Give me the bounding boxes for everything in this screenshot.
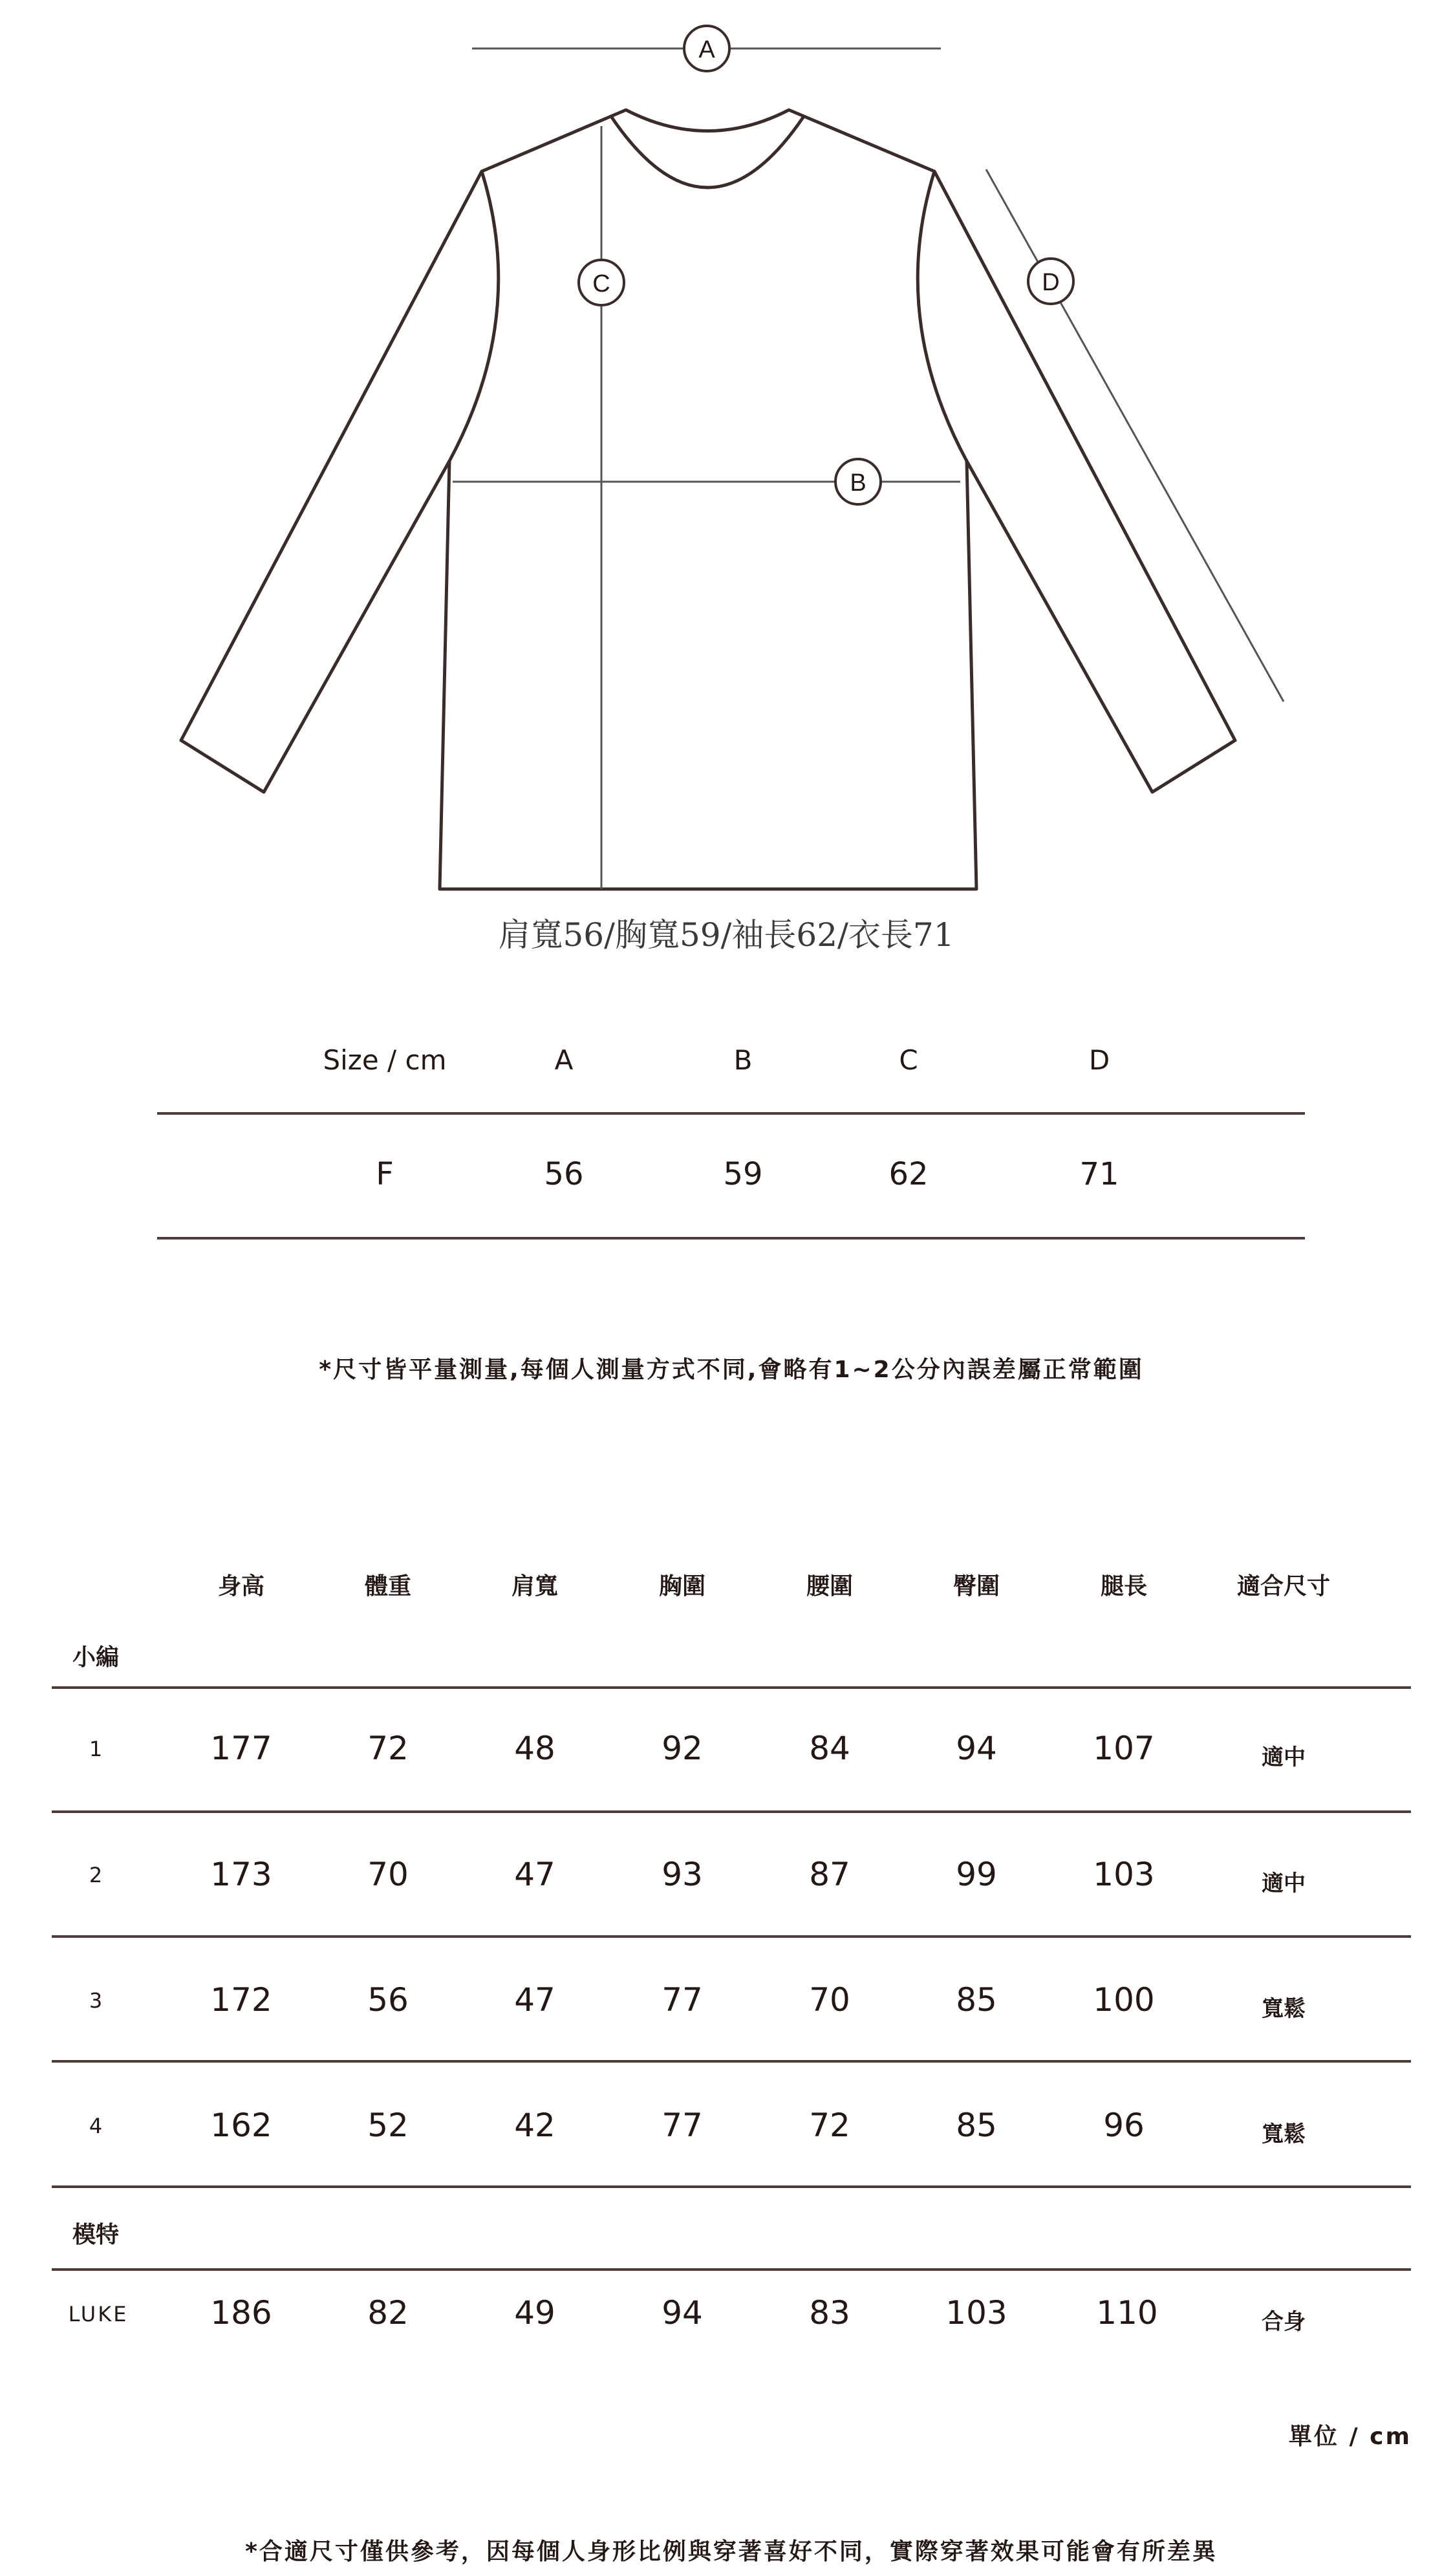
cell-hip: 85 xyxy=(956,1981,997,2019)
cell-fit: 適中 xyxy=(1262,1744,1306,1770)
cell-hip: 94 xyxy=(956,1730,997,1767)
left-armhole xyxy=(449,171,499,461)
header-weight: 體重 xyxy=(364,1573,412,1600)
cell-leg: 100 xyxy=(1093,1981,1155,2019)
size-table-bottom-line xyxy=(157,1237,1305,1240)
row-divider xyxy=(52,1810,1411,1813)
row-id: 4 xyxy=(89,2114,103,2138)
row-id: 3 xyxy=(89,1988,103,2013)
cell-weight: 52 xyxy=(367,2107,409,2144)
cell-height: 177 xyxy=(210,1730,272,1767)
row-id: LUKE xyxy=(68,2302,129,2326)
row-id: 1 xyxy=(89,1737,103,1761)
cell-leg: 96 xyxy=(1103,2107,1145,2144)
cell-leg: 103 xyxy=(1093,1856,1155,1893)
size-table-divider xyxy=(157,1112,1305,1115)
right-armhole xyxy=(918,171,967,461)
cell-waist: 87 xyxy=(809,1856,850,1893)
bottom-note: *合適尺寸僅供參考，因每個人身形比例與穿著喜好不同，實際穿著效果可能會有所差異 xyxy=(245,2538,1218,2565)
cell-leg: 110 xyxy=(1096,2294,1158,2332)
header-waist: 腰圍 xyxy=(806,1573,854,1600)
cell-height: 173 xyxy=(210,1856,272,1893)
garment-diagram xyxy=(0,0,1453,918)
cell-weight: 56 xyxy=(367,1981,409,2019)
row-divider xyxy=(52,2060,1411,2063)
cell-hip: 85 xyxy=(956,2107,997,2144)
size-header-a: A xyxy=(554,1044,574,1076)
marker-d-label: D xyxy=(1042,269,1060,296)
divider-staff-top xyxy=(52,1686,1411,1689)
size-value-f: F xyxy=(376,1156,394,1192)
size-header-c: C xyxy=(899,1044,918,1076)
cell-weight: 70 xyxy=(367,1856,409,1893)
cell-shoulder: 47 xyxy=(514,1981,555,2019)
size-header-d: D xyxy=(1088,1044,1110,1076)
cell-hip: 99 xyxy=(956,1856,997,1893)
cell-height: 186 xyxy=(210,2294,272,2332)
size-note: *尺寸皆平量測量,每個人測量方式不同,會略有1~2公分內誤差屬正常範圍 xyxy=(319,1357,1144,1383)
cell-waist: 83 xyxy=(809,2294,850,2332)
cell-waist: 72 xyxy=(809,2107,850,2144)
marker-c-label: C xyxy=(592,270,610,297)
cell-waist: 70 xyxy=(809,1981,850,2019)
neckline-inner xyxy=(611,116,804,188)
cell-weight: 82 xyxy=(367,2294,409,2332)
marker-b-label: B xyxy=(850,469,866,497)
cell-shoulder: 49 xyxy=(514,2294,555,2332)
size-value-c: 62 xyxy=(888,1156,929,1192)
cell-fit: 寬鬆 xyxy=(1262,1996,1306,2022)
cell-chest: 94 xyxy=(662,2294,703,2332)
header-hip: 臀圍 xyxy=(953,1573,1000,1600)
group-label-model: 模特 xyxy=(72,2222,120,2248)
header-fit: 適合尺寸 xyxy=(1236,1573,1331,1600)
cell-waist: 84 xyxy=(809,1730,850,1767)
measurement-summary: 肩寬56/胸寬59/袖長62/衣長71 xyxy=(498,916,954,954)
divider-model-row xyxy=(52,2268,1411,2271)
size-header-b: B xyxy=(733,1044,753,1076)
size-header-label: Size / cm xyxy=(323,1044,447,1076)
sweater-outline xyxy=(181,110,1235,889)
header-height: 身高 xyxy=(217,1573,265,1600)
unit-label: 單位 / cm xyxy=(1288,2423,1412,2450)
cell-chest: 77 xyxy=(662,1981,703,2019)
marker-a-label: A xyxy=(698,36,715,63)
measure-line-d xyxy=(986,169,1284,702)
header-chest: 胸圍 xyxy=(658,1573,706,1600)
cell-height: 162 xyxy=(210,2107,272,2144)
cell-fit: 適中 xyxy=(1262,1871,1306,1896)
header-leg: 腿長 xyxy=(1100,1573,1148,1600)
row-id: 2 xyxy=(89,1863,103,1887)
cell-shoulder: 47 xyxy=(514,1856,555,1893)
cell-leg: 107 xyxy=(1093,1730,1155,1767)
size-value-a: 56 xyxy=(544,1156,584,1192)
size-value-b: 59 xyxy=(723,1156,763,1192)
cell-chest: 92 xyxy=(662,1730,703,1767)
cell-hip: 103 xyxy=(945,2294,1007,2332)
row-divider xyxy=(52,1935,1411,1938)
cell-chest: 93 xyxy=(662,1856,703,1893)
cell-height: 172 xyxy=(210,1981,272,2019)
cell-shoulder: 48 xyxy=(514,1730,555,1767)
cell-fit: 合身 xyxy=(1262,2309,1306,2335)
header-shoulder: 肩寬 xyxy=(511,1573,559,1600)
cell-chest: 77 xyxy=(662,2107,703,2144)
group-label-staff: 小編 xyxy=(72,1644,120,1671)
size-value-d: 71 xyxy=(1079,1156,1119,1192)
divider-model-top xyxy=(52,2185,1411,2188)
cell-shoulder: 42 xyxy=(514,2107,555,2144)
cell-weight: 72 xyxy=(367,1730,409,1767)
cell-fit: 寬鬆 xyxy=(1262,2121,1306,2147)
